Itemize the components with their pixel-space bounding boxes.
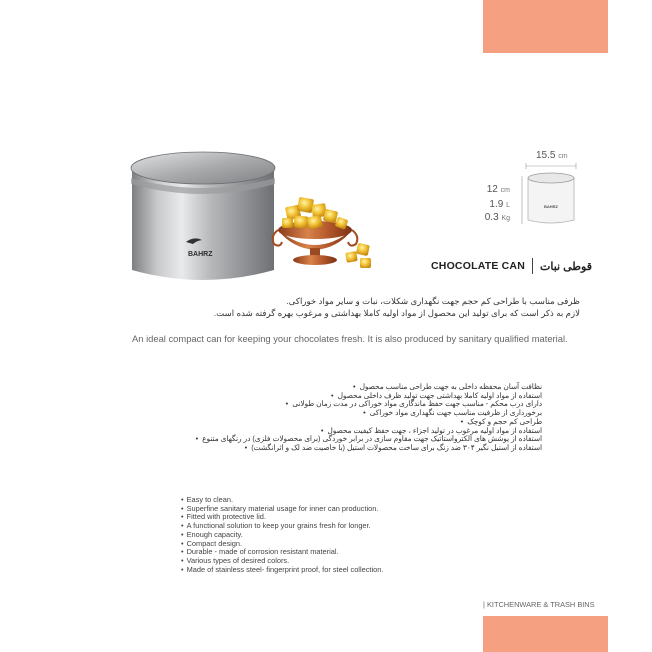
feature-item-fa: نظافت آسان محفظه داخلی به جهت طراحی مناسب محصول • [182,383,542,392]
feature-item-fa: دارای درب محکم - مناسب جهت حفظ ماندگاری مواد خوراکی در مدت زمان طولانی • [182,400,542,409]
feature-item-en: • Easy to clean. [181,496,383,505]
product-photo [128,148,378,288]
feature-item-fa: استفاده از مواد اولیه کاملا بهداشتی جهت تولید ظرف داخلی محصول • [182,392,542,401]
feature-item-en: • A functional solution to keep your grains fresh for longer. [181,522,383,531]
features-list-en [181,496,383,574]
feature-item-en: • Fitted with protective lid. [181,513,383,522]
feature-item-fa: برخورداری از ظرفیت مناسب جهت نگهداری مواد خوراکی • [182,409,542,418]
svg-text:BAHRZ: BAHRZ [544,204,558,209]
volume-readout: 1.9 L [489,199,510,210]
height-readout: 12 cm [486,184,510,195]
weight-readout: 0.3 Kg [484,212,510,223]
feature-item-en: • Compact design. [181,540,383,549]
feature-item-en: • Durable - made of corrosion resistant material. [181,548,383,557]
feature-item-en: • Made of stainless steel- fingerprint proof, for steel collection. [181,566,383,575]
dimension-diagram [474,148,584,228]
description-fa [160,295,580,319]
footer-category: | KITCHENWARE & TRASH BINS [483,600,595,609]
feature-item-en: • Various types of desired colors. [181,557,383,566]
can-outline-icon [520,162,582,228]
feature-item-fa: استفاده از مواد اولیه مرغوب در تولید اجزاء ، جهت حفظ کیفیت محصول • [182,427,542,436]
feature-item-fa: طراحی کم حجم و کوچک • [182,418,542,427]
features-list-fa [182,383,542,453]
feature-item-en: • Enough capacity. [181,531,383,540]
can-brand-logo: BAHRZ [188,251,213,258]
accent-block-bottom [483,616,608,652]
description-fa-line: لازم به ذکر است که برای تولید این محصول از مواد اولیه کاملا بهداشتی و مرغوب بهره گرفته شده است. [213,308,580,318]
product-title-en: CHOCOLATE CAN [431,260,525,272]
product-title-fa: قوطی نبات [539,260,592,273]
accent-block-top [483,0,608,53]
title-divider [532,258,533,274]
steel-can [131,152,275,280]
diameter-readout: 15.5 cm [536,150,568,161]
description-en: An ideal compact can for keeping your chocolates fresh. It is also produced by sanitary qualified material. [132,333,568,344]
description-fa-line: ظرفی مناسب با طراحی کم حجم جهت نگهداری شکلات، نبات و سایر مواد خوراکی. [286,296,580,306]
feature-item-fa: استفاده از استیل نگیر ۳۰۴ ضد زنگ برای ساخت محصولات استیل (با خاصیت ضد لک و اثرانگشت) • [182,444,542,453]
product-title-row [380,257,592,275]
feature-item-fa: استفاده از پوشش های الکترواستاتیک جهت مقاوم سازی در برابر خوردگی (برای محصولات فلزی) در رنگهای متنوع • [182,435,542,444]
feature-item-en: • Superfine sanitary material usage for inner can production. [181,505,383,514]
